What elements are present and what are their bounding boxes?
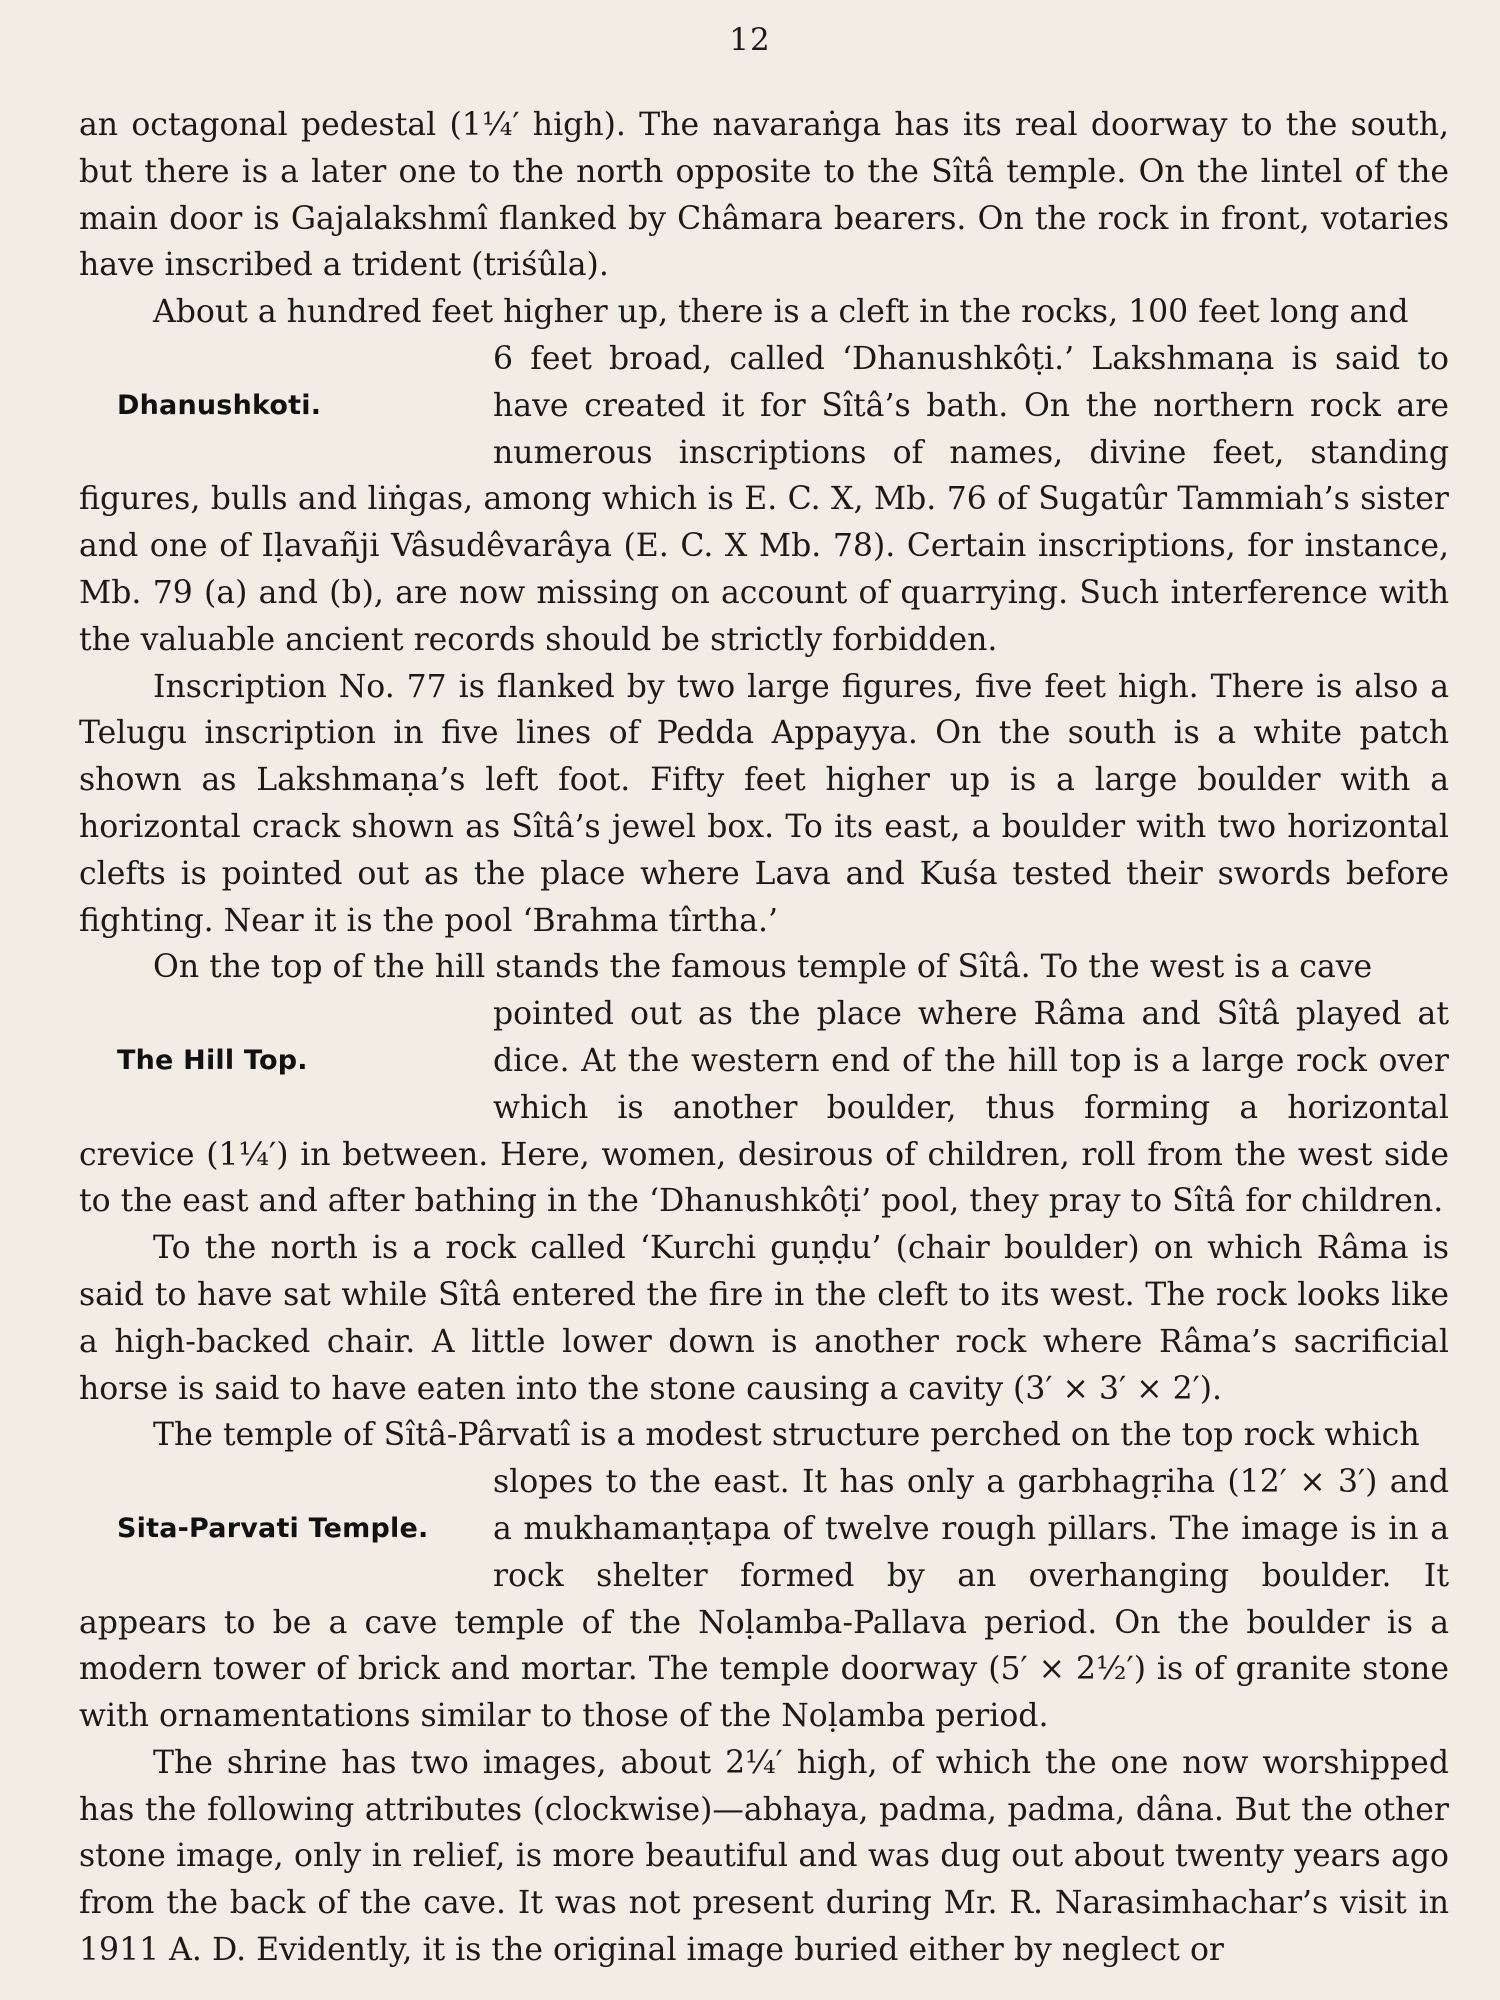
temple-side-block [79,1459,1449,1599]
paragraph-shrine-images: The shrine has two images, about 2¼′ high, of which the one now worshipped has the following attributes (clockwise)—abhaya, padma, padma, dâna. But the other stone image, only in relief, is more beautiful and was dug out about twenty years ago from the back of the cave. It was not present during Mr. R. Narasimhachar’s visit in 1911 A. D. Evidently, it is the original image buried either by neglect or [79,1744,1449,1969]
paragraph-hill-top-side: pointed out as the place where Râma and Sîtâ played at dice. At the western end of the hill top is a large rock over which is another boulder, thus forming a horizontal [493,996,1449,1126]
paragraph-pedestal: an octagonal pedestal (1¼′ high). The navaraṅga has its real doorway to the south, but there is a later one to the north opposite to the Sîtâ temple. On the lintel of the main door is Gajalakshmî flanked by Châmara bearers. On the rock in front, votaries have inscribed a trident (triśûla). [79,107,1449,284]
paragraph-temple-lead: The temple of Sîtâ-Pârvatî is a modest structure perched on the top rock which [153,1417,1420,1454]
body-text [79,102,1449,1974]
side-heading-hill-top: The Hill Top. [117,1044,308,1076]
side-heading-sita-parvati-temple: Sita-Parvati Temple. [117,1512,429,1544]
page-number: 12 [729,22,771,58]
paragraph-kurchi-gundu: To the north is a rock called ‘Kurchi guṇḍu’ (chair boulder) on which Râma is said to have sat while Sîtâ entered the fire in the cleft to its west. The rock looks like a high-backed chair. A little lower down is another rock where Râma’s sacrificial horse is said to have eaten into the stone causing a cavity (3′ × 3′ × 2′). [79,1230,1449,1407]
section-hill-top [79,944,1449,1225]
section-sita-parvati-temple [79,1412,1449,1740]
paragraph-hill-top-lead: On the top of the hill stands the famous temple of Sîtâ. To the west is a cave [153,949,1373,986]
paragraph-dhanushkoti-tail: figures, bulls and liṅgas, among which is E. C. X, Mb. 76 of Sugatûr Tammiah’s sister and one of Iḷavañji Vâsudêvarâya (E. C. X Mb. 78). Certain inscriptions, for instance, Mb. 79 (a) and (b), are now missing on account of quarrying. Such interference with the valuable ancient records should be strictly forbidden. [79,481,1449,658]
paragraph-hill-top-tail: crevice (1¼′) in between. Here, women, desirous of children, roll from the west side to the east and after bathing in the ‘Dhanushkôṭi’ pool, they pray to Sîtâ for children. [79,1136,1449,1220]
dhanushkoti-side-block [79,336,1449,476]
paragraph-dhanushkoti-lead: About a hundred feet higher up, there is a cleft in the rocks, 100 feet long and [153,294,1409,331]
hill-top-side-block [79,991,1449,1131]
paragraph-inscription-77: Inscription No. 77 is flanked by two large figures, five feet high. There is also a Telugu inscription in five lines of Pedda Appayya. On the south is a white patch shown as Lakshmaṇa’s left foot. Fifty feet higher up is a large boulder with a horizontal crack shown as Sîtâ’s jewel box. To its east, a boulder with two horizontal clefts is pointed out as the place where Lava and Kuśa tested their swords before fighting. Near it is the pool ‘Brahma tîrtha.’ [79,668,1449,939]
paragraph-dhanushkoti-side: 6 feet broad, called ‘Dhanushkôṭi.’ Lakshmaṇa is said to have created it for Sîtâ’s bath. On the northern rock are numerous inscriptions of names, divine feet, standing [493,340,1449,471]
paragraph-temple-side: slopes to the east. It has only a garbhagṛiha (12′ × 3′) and a mukhamaṇṭapa of twelve rough pillars. The image is in a rock shelter formed by an overhanging boulder. It [493,1464,1449,1594]
section-dhanushkoti [79,289,1449,663]
paragraph-temple-tail: appears to be a cave temple of the Noḷamba-Pallava period. On the boulder is a modern tower of brick and mortar. The temple doorway (5′ × 2½′) is of granite stone with ornamentations similar to those of the Noḷamba period. [79,1604,1449,1735]
side-heading-dhanushkoti: Dhanushkoti. [117,389,322,421]
